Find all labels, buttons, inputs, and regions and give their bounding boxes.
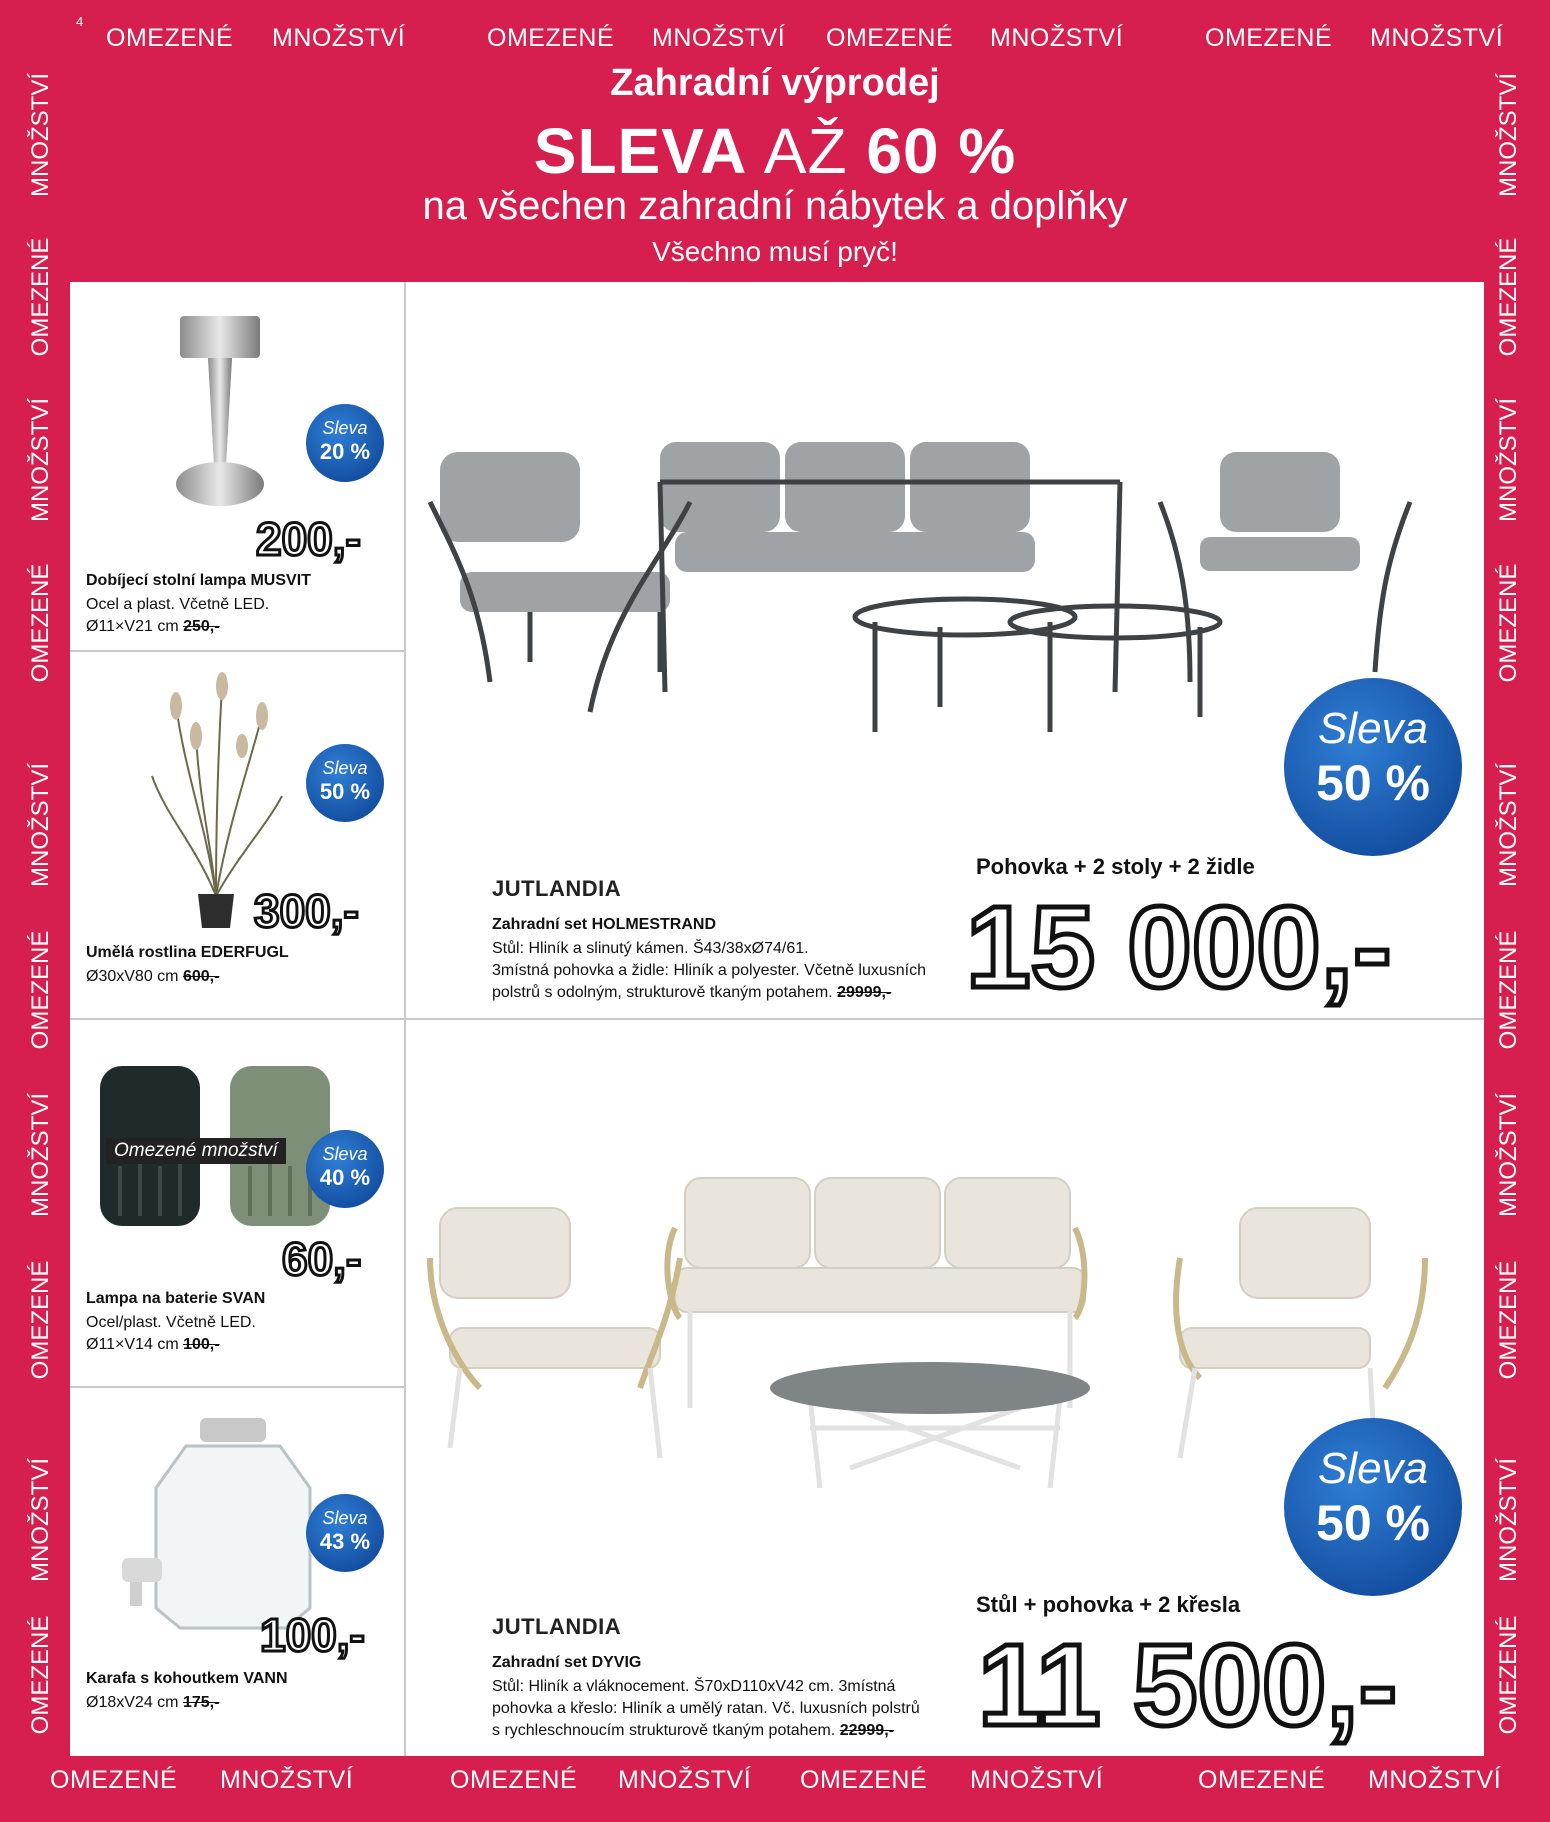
product-name: Lampa na baterie SVAN (86, 1290, 266, 1307)
band-label-mnozstvi: MNOŽSTVÍ (1368, 1766, 1502, 1794)
set-desc-text: polstrů s odolným, strukturově tkaným potahem. (492, 984, 833, 1001)
product-desc: Ocel a plast. Včetně LED. (86, 596, 270, 613)
old-price: 100,- (183, 1336, 220, 1353)
side-label-omezene: OMEZENÉ (27, 237, 54, 357)
badge-value: 40 % (319, 1165, 371, 1190)
discount-word: SLEVA (533, 115, 746, 187)
band-label-mnozstvi: MNOŽSTVÍ (272, 24, 406, 52)
artificial-plant-image (146, 666, 286, 916)
side-label-omezene: OMEZENÉ (1495, 237, 1522, 357)
band-label-mnozstvi: MNOŽSTVÍ (970, 1766, 1104, 1794)
page-number: 4 (76, 14, 84, 29)
old-price: 175,- (182, 1694, 220, 1711)
side-label-mnozstvi: MNOŽSTVÍ (27, 763, 54, 887)
side-label-mnozstvi: MNOŽSTVÍ (1495, 763, 1522, 887)
band-label-omezene: OMEZENÉ (450, 1766, 578, 1794)
discount-badge (306, 744, 384, 822)
set-desc-text: s rychleschnoucím strukturově tkaným potahem. (492, 1722, 836, 1739)
product-dims (86, 1334, 220, 1356)
side-label-mnozstvi: MNOŽSTVÍ (27, 1458, 54, 1582)
set-desc-line: Stůl: Hliník a vláknocement. Š70xD110xV42 cm. 3místná (492, 1678, 896, 1695)
band-label-omezene: OMEZENÉ (1205, 24, 1333, 52)
product-price: 60,- (282, 1233, 362, 1285)
side-label-omezene: OMEZENÉ (1495, 1260, 1522, 1380)
set-contents-label: Pohovka + 2 stoly + 2 židle (976, 854, 1255, 879)
product-card[interactable] (70, 282, 404, 650)
side-label-mnozstvi: MNOŽSTVÍ (27, 1093, 54, 1217)
side-label-omezene: OMEZENÉ (1495, 563, 1522, 683)
old-price: 22999,- (839, 1722, 894, 1739)
set-desc-line: Stůl: Hliník a slinutý kámen. Š43/38xØ74/61. (492, 940, 809, 957)
product-desc: Ocel/plast. Včetně LED. (86, 1314, 256, 1331)
product-dims (86, 966, 219, 988)
brand-logo: JUTLANDIA (492, 876, 622, 901)
set-desc-line (492, 1720, 894, 1742)
product-dims (86, 616, 220, 638)
side-label-mnozstvi: MNOŽSTVÍ (27, 398, 54, 522)
band-label-omezene: OMEZENÉ (800, 1766, 928, 1794)
old-price: 600,- (182, 968, 220, 985)
product-price: 200,- (256, 513, 361, 565)
band-label-omezene: OMEZENÉ (1198, 1766, 1326, 1794)
discount-badge (306, 1494, 384, 1572)
product-card[interactable] (70, 1020, 404, 1386)
discount-connector: AŽ (763, 115, 848, 187)
dimensions: Ø11×V14 cm (86, 1336, 179, 1353)
badge-value: 50 % (319, 779, 371, 804)
band-label-omezene: OMEZENÉ (487, 24, 615, 52)
old-price: 250,- (183, 618, 220, 635)
badge-value: 50 % (1316, 1495, 1430, 1551)
badge-value: 50 % (1316, 755, 1430, 811)
set-card[interactable] (406, 282, 1484, 1018)
set-price: 11 500,- (978, 1620, 1398, 1750)
badge-word: Sleva (1317, 704, 1429, 753)
side-label-mnozstvi: MNOŽSTVÍ (1495, 398, 1522, 522)
product-dims (86, 1692, 219, 1714)
band-label-omezene: OMEZENÉ (50, 1766, 178, 1794)
side-label-mnozstvi: MNOŽSTVÍ (27, 73, 54, 197)
band-label-mnozstvi: MNOŽSTVÍ (652, 24, 786, 52)
discount-badge (306, 1130, 384, 1208)
set-name: Zahradní set HOLMESTRAND (492, 916, 717, 933)
badge-word: Sleva (322, 1144, 368, 1164)
set-discount-badge (1284, 678, 1462, 856)
badge-word: Sleva (322, 418, 368, 438)
dimensions: Ø18xV24 cm (86, 1694, 179, 1711)
old-price: 29999,- (837, 984, 892, 1001)
limited-quantity-label: Omezené množství (106, 1138, 286, 1164)
product-price: 300,- (254, 885, 359, 937)
set-card[interactable] (406, 1020, 1484, 1756)
set-price: 15 000,- (966, 882, 1392, 1012)
badge-value: 43 % (319, 1529, 371, 1554)
side-label-omezene: OMEZENÉ (1495, 930, 1522, 1050)
side-label-omezene: OMEZENÉ (27, 563, 54, 683)
side-label-mnozstvi: MNOŽSTVÍ (1495, 1458, 1522, 1582)
glass-carafe-image (116, 1418, 316, 1638)
band-label-mnozstvi: MNOŽSTVÍ (1370, 24, 1504, 52)
band-label-mnozstvi: MNOŽSTVÍ (220, 1766, 354, 1794)
sale-title: Zahradní výprodej (610, 62, 940, 104)
dimensions: Ø11×V21 cm (86, 618, 179, 635)
brand-logo: JUTLANDIA (492, 1614, 622, 1639)
sale-tagline: Všechno musí pryč! (652, 236, 898, 267)
product-name: Umělá rostlina EDERFUGL (86, 944, 289, 961)
product-card[interactable] (70, 1388, 404, 1756)
product-price: 100,- (260, 1609, 365, 1661)
badge-word: Sleva (1317, 1444, 1429, 1493)
side-label-mnozstvi: MNOŽSTVÍ (1495, 1093, 1522, 1217)
table-lamp-image (170, 316, 270, 536)
band-label-mnozstvi: MNOŽSTVÍ (618, 1766, 752, 1794)
badge-value: 20 % (319, 439, 371, 464)
discount-badge (306, 404, 384, 482)
badge-word: Sleva (322, 758, 368, 778)
band-label-mnozstvi: MNOŽSTVÍ (990, 24, 1124, 52)
side-label-mnozstvi: MNOŽSTVÍ (1495, 73, 1522, 197)
discount-value: 60 % (866, 115, 1017, 187)
product-card[interactable] (70, 652, 404, 1018)
product-name: Dobíjecí stolní lampa MUSVIT (86, 572, 311, 589)
product-board (70, 282, 1484, 1756)
side-label-omezene: OMEZENÉ (27, 1260, 54, 1380)
dimensions: Ø30xV80 cm (86, 968, 179, 985)
set-desc-line: pohovka a křeslo: Hliník a umělý ratan. Vč. luxusních polstrů (492, 1700, 920, 1717)
set-discount-badge (1284, 1418, 1462, 1596)
side-label-omezene: OMEZENÉ (27, 1615, 54, 1735)
side-label-omezene: OMEZENÉ (27, 930, 54, 1050)
set-desc-line: 3místná pohovka a židle: Hliník a polyester. Včetně luxusních (492, 962, 927, 979)
badge-word: Sleva (322, 1508, 368, 1528)
set-desc-line (492, 982, 891, 1004)
band-label-omezene: OMEZENÉ (826, 24, 954, 52)
set-contents-label: Stůl + pohovka + 2 křesla (976, 1592, 1241, 1617)
set-name: Zahradní set DYVIG (492, 1654, 642, 1671)
product-name: Karafa s kohoutkem VANN (86, 1670, 288, 1687)
side-label-omezene: OMEZENÉ (1495, 1615, 1522, 1735)
band-label-omezene: OMEZENÉ (106, 24, 234, 52)
sale-headline (0, 114, 1550, 188)
sale-subtitle: na všechen zahradní nábytek a doplňky (422, 184, 1128, 228)
